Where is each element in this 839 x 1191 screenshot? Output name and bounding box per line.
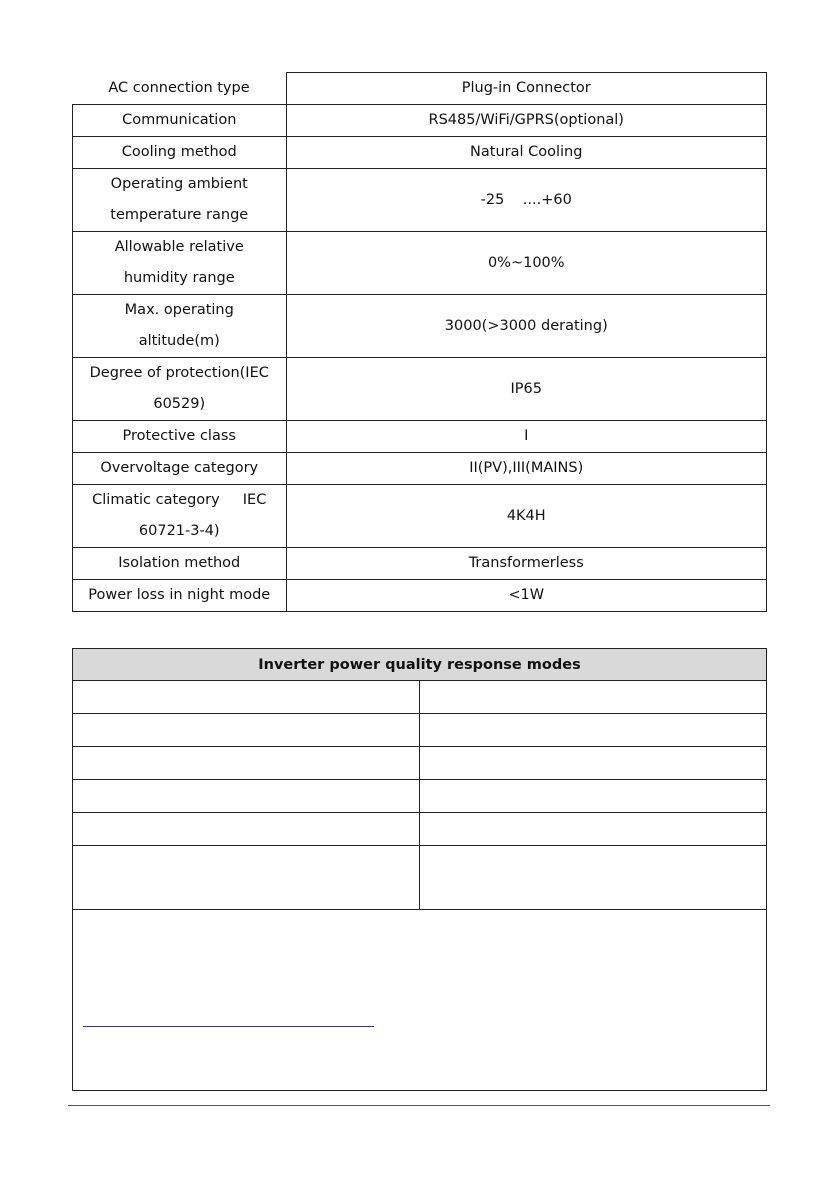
param-value: <1W — [286, 580, 767, 612]
empty-cell — [420, 846, 767, 910]
param-value: IP65 — [286, 358, 767, 421]
param-label — [73, 232, 287, 295]
table-row — [73, 910, 767, 1091]
label-line: Degree of protection(IEC — [89, 365, 269, 381]
table-row — [73, 105, 767, 137]
table-row — [73, 137, 767, 169]
param-value: 3000(>3000 derating) — [286, 295, 767, 358]
footer-divider — [68, 1105, 770, 1106]
param-label — [73, 295, 287, 358]
label-line: Max. operating — [124, 302, 234, 318]
param-value: I — [286, 421, 767, 453]
empty-cell — [73, 780, 420, 813]
table-row — [73, 714, 767, 747]
table-title: Inverter power quality response modes — [73, 649, 767, 681]
empty-cell — [420, 813, 767, 846]
table-row — [73, 73, 767, 105]
param-label — [73, 169, 287, 232]
label-line: temperature range — [110, 207, 249, 223]
empty-cell — [420, 747, 767, 780]
label-line: Climatic category IEC — [92, 492, 267, 508]
table-row — [73, 421, 767, 453]
param-label — [73, 485, 287, 548]
param-value: RS485/WiFi/GPRS(optional) — [286, 105, 767, 137]
param-value: II(PV),III(MAINS) — [286, 453, 767, 485]
param-label: Cooling method — [73, 137, 287, 169]
param-value: -25 ....+60 — [286, 169, 767, 232]
empty-cell — [73, 813, 420, 846]
table-row — [73, 232, 767, 295]
table-row — [73, 681, 767, 714]
param-label: Isolation method — [73, 548, 287, 580]
empty-cell — [420, 714, 767, 747]
param-value: Transformerless — [286, 548, 767, 580]
table-row — [73, 453, 767, 485]
table-row — [73, 780, 767, 813]
empty-cell — [73, 846, 420, 910]
label-line: altitude(m) — [138, 333, 220, 349]
param-label: Power loss in night mode — [73, 580, 287, 612]
table-row — [73, 548, 767, 580]
label-line: 60721-3-4) — [138, 523, 220, 539]
table-row — [73, 747, 767, 780]
param-label — [73, 358, 287, 421]
label-line: 60529) — [153, 396, 206, 412]
empty-cell — [73, 747, 420, 780]
table-row — [73, 813, 767, 846]
label-line: Operating ambient — [110, 176, 248, 192]
specifications-table — [72, 72, 767, 612]
table-row — [73, 485, 767, 548]
empty-cell — [73, 714, 420, 747]
power-quality-modes-table — [72, 648, 767, 1091]
table-row — [73, 580, 767, 612]
empty-cell — [420, 780, 767, 813]
param-value: 0%~100% — [286, 232, 767, 295]
param-label: AC connection type — [73, 73, 287, 105]
table-row — [73, 169, 767, 232]
label-line: Allowable relative — [114, 239, 244, 255]
label-line: humidity range — [123, 270, 235, 286]
param-label: Protective class — [73, 421, 287, 453]
param-value: 4K4H — [286, 485, 767, 548]
param-value: Plug-in Connector — [286, 73, 767, 105]
empty-cell — [420, 681, 767, 714]
hyperlink-underline[interactable] — [83, 1026, 374, 1027]
param-value: Natural Cooling — [286, 137, 767, 169]
table-row — [73, 295, 767, 358]
table-header-row — [73, 649, 767, 681]
param-label: Communication — [73, 105, 287, 137]
table-row — [73, 846, 767, 910]
param-label: Overvoltage category — [73, 453, 287, 485]
note-cell — [73, 910, 767, 1091]
empty-cell — [73, 681, 420, 714]
table-row — [73, 358, 767, 421]
